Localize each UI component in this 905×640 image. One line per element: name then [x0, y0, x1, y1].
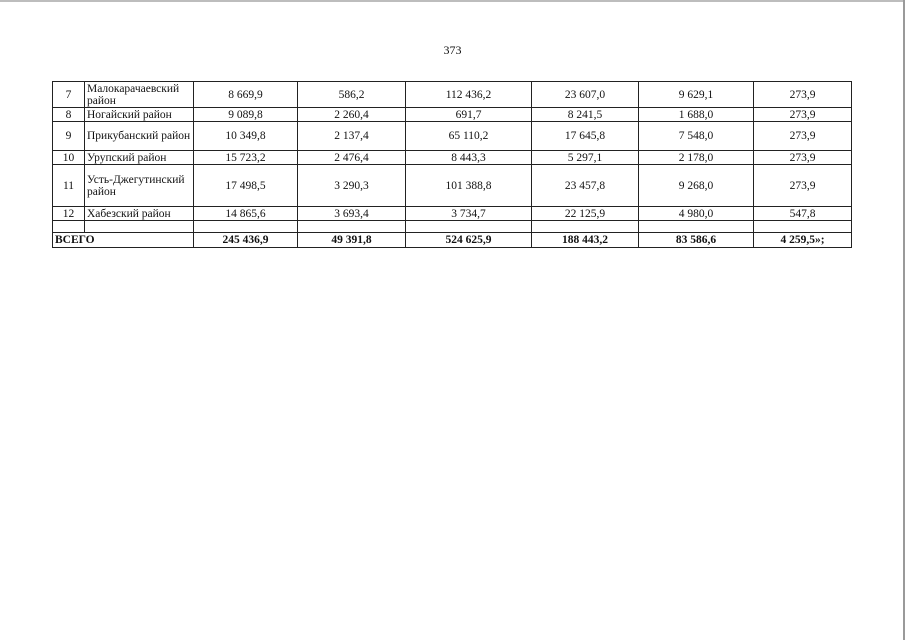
- value-cell: 9 268,0: [639, 165, 754, 207]
- total-value: 4 259,5»;: [754, 233, 852, 248]
- value-cell: 1 688,0: [639, 108, 754, 122]
- district-name: Прикубанский район: [85, 122, 194, 151]
- value-cell: 10 349,8: [194, 122, 298, 151]
- value-cell: 5 297,1: [532, 151, 639, 165]
- total-value: 49 391,8: [298, 233, 406, 248]
- value-cell: 9 629,1: [639, 82, 754, 108]
- value-cell: 3 734,7: [406, 207, 532, 221]
- value-cell: 9 089,8: [194, 108, 298, 122]
- value-cell: 2 137,4: [298, 122, 406, 151]
- total-value: 188 443,2: [532, 233, 639, 248]
- district-name: Ногайский район: [85, 108, 194, 122]
- empty-cell: [194, 221, 298, 233]
- value-cell: 65 110,2: [406, 122, 532, 151]
- table-row: [53, 122, 852, 151]
- row-number: 11: [53, 165, 85, 207]
- district-name: Малокарачаевский район: [85, 82, 194, 108]
- value-cell: 273,9: [754, 151, 852, 165]
- value-cell: 8 241,5: [532, 108, 639, 122]
- value-cell: 273,9: [754, 122, 852, 151]
- value-cell: 4 980,0: [639, 207, 754, 221]
- value-cell: 3 290,3: [298, 165, 406, 207]
- value-cell: 2 260,4: [298, 108, 406, 122]
- table-row: [53, 207, 852, 221]
- row-number: 10: [53, 151, 85, 165]
- empty-cell: [754, 221, 852, 233]
- total-row: [53, 233, 852, 248]
- value-cell: 112 436,2: [406, 82, 532, 108]
- empty-cell: [298, 221, 406, 233]
- value-cell: 273,9: [754, 82, 852, 108]
- row-number: 7: [53, 82, 85, 108]
- empty-cell: [406, 221, 532, 233]
- table-row: [53, 108, 852, 122]
- value-cell: 273,9: [754, 165, 852, 207]
- value-cell: 2 178,0: [639, 151, 754, 165]
- table-row: [53, 82, 852, 108]
- table-row: [53, 151, 852, 165]
- value-cell: 101 388,8: [406, 165, 532, 207]
- value-cell: 547,8: [754, 207, 852, 221]
- value-cell: 8 669,9: [194, 82, 298, 108]
- district-name: Усть-Джегутинский район: [85, 165, 194, 207]
- budget-table: [52, 81, 852, 248]
- value-cell: 14 865,6: [194, 207, 298, 221]
- value-cell: 23 607,0: [532, 82, 639, 108]
- row-number: 9: [53, 122, 85, 151]
- row-number: 12: [53, 207, 85, 221]
- value-cell: 2 476,4: [298, 151, 406, 165]
- total-value: 83 586,6: [639, 233, 754, 248]
- empty-cell: [639, 221, 754, 233]
- total-label: ВСЕГО: [53, 233, 194, 248]
- value-cell: 273,9: [754, 108, 852, 122]
- value-cell: 17 498,5: [194, 165, 298, 207]
- row-number: 8: [53, 108, 85, 122]
- table-row: [53, 165, 852, 207]
- district-name: Хабезский район: [85, 207, 194, 221]
- value-cell: 17 645,8: [532, 122, 639, 151]
- empty-row: [53, 221, 852, 233]
- value-cell: 8 443,3: [406, 151, 532, 165]
- total-value: 245 436,9: [194, 233, 298, 248]
- value-cell: 586,2: [298, 82, 406, 108]
- empty-cell: [53, 221, 85, 233]
- district-name: Урупский район: [85, 151, 194, 165]
- total-value: 524 625,9: [406, 233, 532, 248]
- value-cell: 22 125,9: [532, 207, 639, 221]
- value-cell: 15 723,2: [194, 151, 298, 165]
- page-number: 373: [443, 43, 462, 57]
- empty-cell: [532, 221, 639, 233]
- value-cell: 23 457,8: [532, 165, 639, 207]
- scan-edge-top: [0, 0, 905, 2]
- value-cell: 7 548,0: [639, 122, 754, 151]
- empty-cell: [85, 221, 194, 233]
- value-cell: 691,7: [406, 108, 532, 122]
- value-cell: 3 693,4: [298, 207, 406, 221]
